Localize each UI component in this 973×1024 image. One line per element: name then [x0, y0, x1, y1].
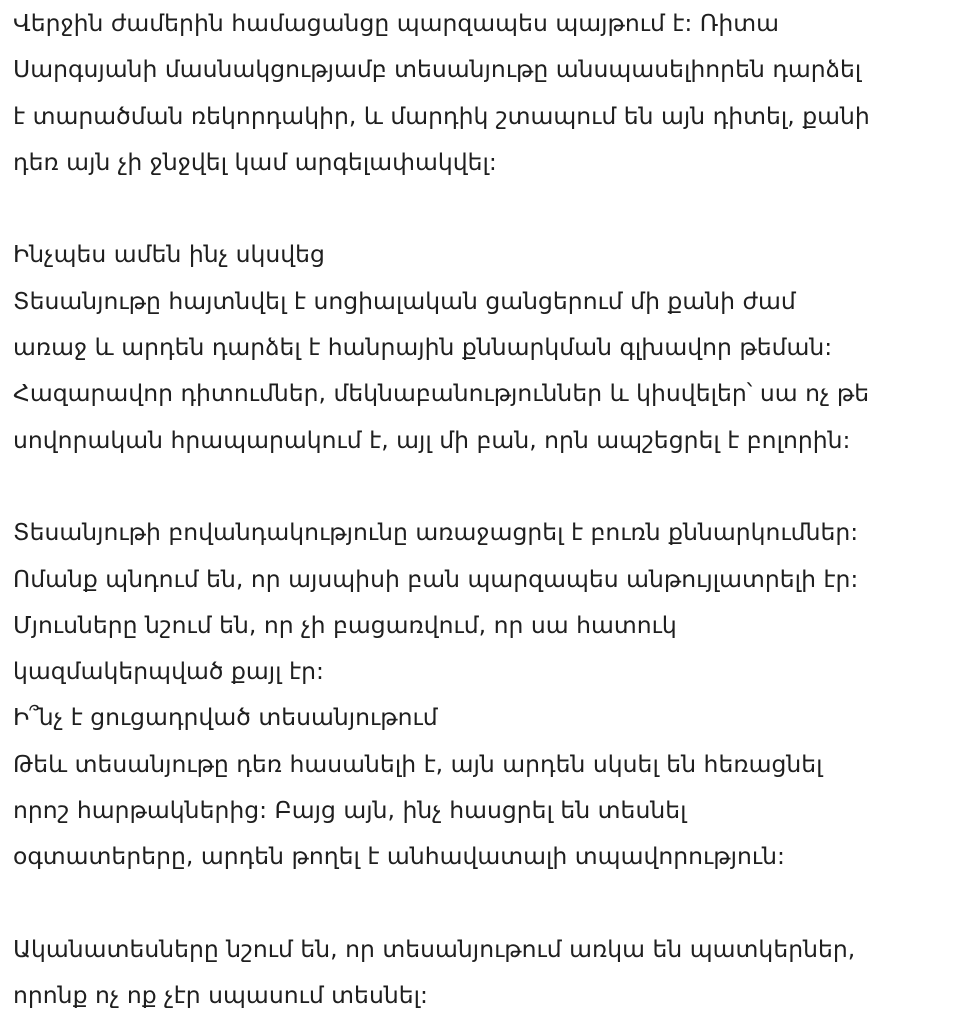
section-heading-line: Ինչպես ամեն ինչ սկսվեց: [13, 240, 325, 269]
paragraph-content-discussion: [13, 509, 963, 879]
paragraph-gap: [13, 463, 963, 509]
text-line: սովորական հրապարակում է, այլ մի բան, որն ապշեցրել է բոլորին:: [13, 425, 851, 454]
text-line: Հազարավոր դիտումներ, մեկնաբանություններ և կիսվելեր՝ սա ոչ թե: [13, 379, 870, 408]
paragraph-witnesses: [13, 926, 963, 1019]
text-line: որոնք ոչ ոք չէր սպասում տեսնել:: [13, 981, 428, 1010]
section-heading-line: Ի՞նչ է ցուցադրված տեսանյութում: [13, 703, 438, 732]
text-line: Ոմանք պնդում են, որ այսպիսի բան պարզապես անթույլատրելի էր:: [13, 564, 859, 593]
text-line: Մյուսները նշում են, որ չի բացառվում, որ սա հատուկ: [13, 610, 677, 639]
text-line: Ականատեսները նշում են, որ տեսանյութում առկա են պատկերներ,: [13, 934, 856, 963]
article-body: [13, 0, 963, 1019]
text-line: է տարածման ռեկորդակիր, և մարդիկ շտապում են այն դիտել, քանի: [13, 101, 870, 130]
text-line: Թեև տեսանյութը դեռ հասանելի է, այն արդեն սկսել են հեռացնել: [13, 749, 823, 778]
text-line: Վերջին ժամերին համացանցը պարզապես պայթում է: Ռիտա: [13, 9, 780, 37]
text-line: Տեսանյութի բովանդակությունը առաջացրել է բուռն քննարկումներ:: [13, 518, 859, 547]
paragraph-how-it-started: [13, 231, 963, 462]
text-line: դեռ այն չի ջնջվել կամ արգելափակվել:: [13, 147, 497, 176]
text-line: օգտատերերը, արդեն թողել է անհավատալի տպավորություն:: [13, 842, 785, 871]
paragraph-intro: [13, 0, 963, 185]
paragraph-gap: [13, 880, 963, 926]
text-line: կազմակերպված քայլ էր:: [13, 657, 324, 686]
text-line: որոշ հարթակներից: Բայց այն, ինչ հասցրել են տեսնել: [13, 796, 687, 825]
paragraph-gap: [13, 185, 963, 231]
text-line: Տեսանյութը հայտնվել է սոցիալական ցանցերում մի քանի ժամ: [13, 286, 796, 315]
text-line: առաջ և արդեն դարձել է հանրային քննարկման գլխավոր թեման:: [13, 333, 833, 362]
text-line: Սարգսյանի մասնակցությամբ տեսանյութը անսպասելիորեն դարձել: [13, 55, 862, 84]
